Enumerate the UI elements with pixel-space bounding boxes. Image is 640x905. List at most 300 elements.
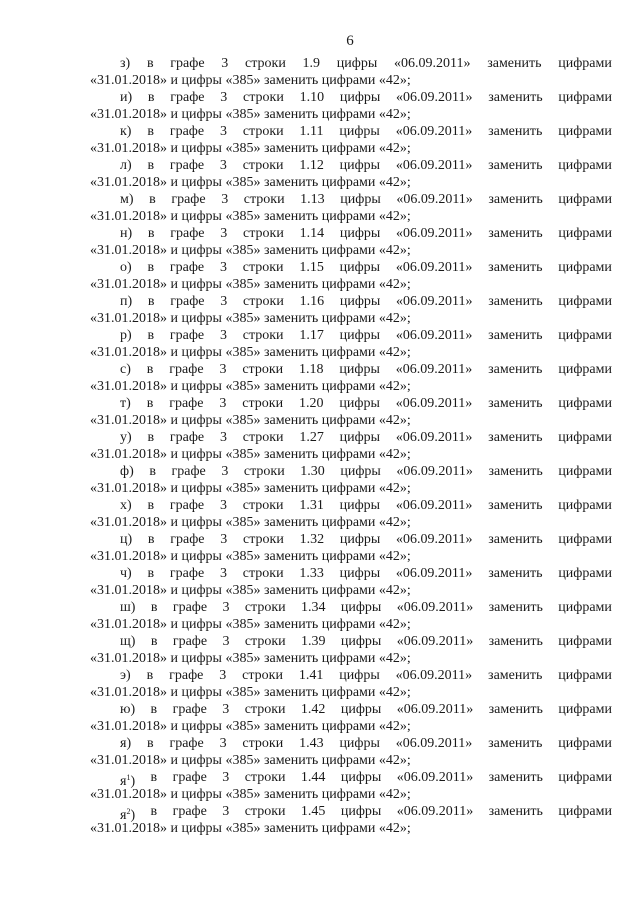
word-column: графе [169,736,204,751]
word-replace: заменить [488,226,543,241]
word-digits: цифры [340,192,381,207]
item-second-line: «31.01.2018» и цифры «385» заменить цифрами «42»; [90,243,411,258]
row-number: 1.15 [299,260,324,275]
column-number: 3 [219,362,227,377]
word-digits: цифры [340,634,382,649]
word-in: в [146,362,154,377]
column-number: 3 [220,532,228,547]
item-paren: ) [130,774,136,789]
word-digits: цифры [339,668,380,683]
item-second-line: «31.01.2018» и цифры «385» заменить цифрами «42»; [90,515,411,530]
word-replace: заменить [488,532,543,547]
item-second-line: «31.01.2018» и цифры «385» заменить цифрами «42»; [90,345,411,360]
word-digits: цифры [339,124,380,139]
word-in: в [147,90,155,105]
column-number: 3 [219,158,227,173]
list-item [0,565,640,599]
word-column: графе [169,260,205,275]
word-digits: цифры [339,396,380,411]
item-first-line [120,599,612,616]
row-number: 1.17 [299,328,324,343]
word-column: графе [169,498,205,513]
word-replace: заменить [488,668,543,683]
word-replace: заменить [488,702,543,717]
word-column: графе [172,804,207,819]
word-row: строки [242,396,284,411]
item-second-line: «31.01.2018» и цифры «385» заменить цифрами «42»; [90,413,411,428]
list-item [0,225,640,259]
row-number: 1.14 [299,226,325,241]
column-number: 3 [220,226,228,241]
item-second-line: «31.01.2018» и цифры «385» заменить цифрами «42»; [90,141,411,156]
word-with-digits: цифрами [558,498,612,513]
item-first-line [120,769,612,789]
word-digits: цифры [339,328,381,343]
word-digits: цифры [340,600,382,615]
word-row: строки [242,566,284,581]
word-column: графе [171,464,206,479]
word-with-digits: цифрами [558,90,612,105]
word-column: графе [171,192,206,207]
item-letter: я) [120,736,132,751]
item-first-line [120,803,612,823]
list-item [0,803,640,837]
word-with-digits: цифрами [558,56,612,71]
word-digits: цифры [339,90,381,105]
old-date: «06.09.2011» [393,56,471,71]
word-in: в [147,532,155,547]
item-second-line: «31.01.2018» и цифры «385» заменить цифрами «42»; [90,821,411,836]
row-number: 1.45 [300,804,326,819]
item-first-line [120,565,612,582]
word-replace: заменить [488,804,543,819]
row-number: 1.11 [299,124,324,139]
item-first-line [120,55,612,72]
item-marker [120,565,132,582]
word-row: строки [243,464,285,479]
old-date: «06.09.2011» [395,396,473,411]
old-date: «06.09.2011» [395,430,473,445]
word-column: графе [169,124,205,139]
word-replace: заменить [488,124,543,139]
word-column: графе [170,532,205,547]
word-column: графе [172,634,208,649]
word-replace: заменить [488,260,543,275]
list-item [0,327,640,361]
column-number: 3 [220,90,228,105]
item-superscript: 2 [126,807,131,816]
word-replace: заменить [488,600,543,615]
word-row: строки [244,702,286,717]
word-with-digits: цифрами [558,464,612,479]
word-digits: цифры [339,158,381,173]
item-paren: ) [130,808,136,823]
row-number: 1.39 [301,634,326,649]
word-row: строки [242,362,284,377]
word-with-digits: цифрами [558,566,612,581]
old-date: «06.09.2011» [396,226,473,241]
item-second-line: «31.01.2018» и цифры «385» заменить цифрами «42»; [90,685,411,700]
page-number: 6 [346,33,354,49]
item-first-line [120,531,612,548]
word-replace: заменить [488,362,543,377]
word-with-digits: цифрами [558,192,612,207]
item-marker [120,191,134,208]
item-letter: ю) [120,702,136,717]
word-column: графе [170,294,205,309]
word-with-digits: цифрами [558,260,612,275]
item-letter: ц) [120,532,133,547]
item-second-line: «31.01.2018» и цифры «385» заменить цифрами «42»; [90,787,411,802]
word-in: в [149,464,156,479]
word-column: графе [169,362,204,377]
row-number: 1.44 [300,770,326,785]
word-replace: заменить [488,498,543,513]
item-letter: л) [120,158,132,173]
word-replace: заменить [488,464,543,479]
word-in: в [150,804,158,819]
item-letter: к) [120,124,132,139]
word-digits: цифры [339,260,381,275]
word-digits: цифры [339,736,380,751]
word-with-digits: цифрами [558,226,612,241]
word-row: строки [242,668,283,683]
old-date: «06.09.2011» [395,668,473,683]
row-number: 1.30 [300,464,325,479]
list-item [0,701,640,735]
word-column: графе [169,158,205,173]
word-in: в [146,736,154,751]
word-replace: заменить [488,396,543,411]
list-item [0,599,640,633]
word-column: графе [169,396,204,411]
column-number: 3 [221,192,229,207]
row-number: 1.31 [299,498,324,513]
row-number: 1.34 [301,600,326,615]
word-with-digits: цифрами [558,600,612,615]
item-second-line: «31.01.2018» и цифры «385» заменить цифрами «42»; [90,73,411,88]
list-item [0,89,640,123]
item-marker [120,89,132,106]
list-item [0,259,640,293]
word-column: графе [169,668,204,683]
item-second-line: «31.01.2018» и цифры «385» заменить цифрами «42»; [90,753,411,768]
word-digits: цифры [336,56,378,71]
word-with-digits: цифрами [558,430,612,445]
item-second-line: «31.01.2018» и цифры «385» заменить цифрами «42»; [90,549,411,564]
word-in: в [147,226,155,241]
item-letter: н) [120,226,133,241]
item-letter: и) [120,90,133,105]
item-first-line [120,701,612,718]
word-row: строки [242,328,284,343]
item-marker [120,123,131,140]
item-marker [120,157,132,174]
item-second-line: «31.01.2018» и цифры «385» заменить цифрами «42»; [90,175,411,190]
word-with-digits: цифрами [558,770,612,785]
word-row: строки [242,430,284,445]
item-first-line [120,395,612,412]
word-digits: цифры [340,464,381,479]
word-digits: цифры [340,702,382,717]
list-item [0,395,640,429]
old-date: «06.09.2011» [395,566,473,581]
word-in: в [150,634,158,649]
list-item [0,191,640,225]
word-in: в [147,158,155,173]
item-letter: ш) [120,600,136,615]
word-row: строки [243,226,284,241]
word-in: в [147,294,155,309]
column-number: 3 [219,396,227,411]
list-item [0,55,640,89]
item-letter: ф) [120,464,134,479]
old-date: «06.09.2011» [395,736,473,751]
old-date: «06.09.2011» [395,158,473,173]
word-row: строки [245,56,286,71]
column-number: 3 [222,600,230,615]
old-date: «06.09.2011» [396,192,473,207]
item-first-line [120,429,612,446]
column-number: 3 [219,566,227,581]
item-marker [120,327,132,344]
row-number: 1.12 [299,158,324,173]
word-replace: заменить [488,328,543,343]
item-letter: ч) [120,566,132,581]
word-in: в [150,600,158,615]
list-item [0,667,640,701]
old-date: «06.09.2011» [396,804,474,819]
old-date: «06.09.2011» [395,328,473,343]
word-row: строки [243,532,284,547]
old-date: «06.09.2011» [395,498,473,513]
word-in: в [147,328,155,343]
row-number: 1.16 [299,294,325,309]
word-replace: заменить [488,566,543,581]
word-with-digits: цифрами [558,124,612,139]
word-column: графе [172,770,207,785]
old-date: «06.09.2011» [396,634,474,649]
word-replace: заменить [488,294,543,309]
item-marker [120,667,131,684]
list-item [0,769,640,803]
word-with-digits: цифрами [558,532,612,547]
item-second-line: «31.01.2018» и цифры «385» заменить цифрами «42»; [90,379,411,394]
item-letter: з) [120,56,131,71]
item-first-line [120,361,612,378]
item-second-line: «31.01.2018» и цифры «385» заменить цифрами «42»; [90,481,411,496]
word-column: графе [172,600,208,615]
item-letter: щ) [120,634,136,649]
item-letter: т) [120,396,131,411]
word-digits: цифры [340,804,382,819]
word-replace: заменить [488,736,543,751]
list-item [0,463,640,497]
column-number: 3 [219,668,227,683]
column-number: 3 [219,736,227,751]
old-date: «06.09.2011» [396,702,474,717]
word-row: строки [242,498,284,513]
amendment-list [0,55,640,837]
item-letter: х) [120,498,132,513]
old-date: «06.09.2011» [396,600,474,615]
item-marker [120,225,132,242]
row-number: 1.33 [299,566,324,581]
row-number: 1.27 [299,430,324,445]
word-row: строки [242,124,284,139]
item-first-line [120,225,612,242]
item-letter: я [120,808,127,823]
row-number: 1.18 [299,362,324,377]
old-date: «06.09.2011» [395,260,473,275]
item-letter: с) [120,362,131,377]
column-number: 3 [219,498,227,513]
word-digits: цифры [339,430,381,445]
word-in: в [146,396,154,411]
word-replace: заменить [488,90,543,105]
list-item [0,497,640,531]
item-marker [120,803,136,823]
item-marker [120,463,134,480]
item-second-line: «31.01.2018» и цифры «385» заменить цифрами «42»; [90,209,411,224]
word-column: графе [169,328,205,343]
item-first-line [120,191,612,208]
word-column: графе [172,702,207,717]
item-marker [120,769,136,789]
row-number: 1.10 [299,90,325,105]
item-marker [120,361,131,378]
item-first-line [120,123,612,140]
word-digits: цифры [340,770,382,785]
item-marker [120,429,132,446]
word-digits: цифры [339,498,381,513]
word-row: строки [244,770,286,785]
item-marker [120,633,135,650]
old-date: «06.09.2011» [396,464,473,479]
column-number: 3 [219,124,227,139]
column-number: 3 [222,804,230,819]
item-marker [120,55,130,72]
row-number: 1.41 [298,668,324,683]
column-number: 3 [220,294,228,309]
item-marker [120,395,131,412]
item-first-line [120,293,612,310]
item-second-line: «31.01.2018» и цифры «385» заменить цифрами «42»; [90,277,411,292]
item-marker [120,293,132,310]
word-in: в [147,430,155,445]
word-in: в [150,702,158,717]
word-in: в [147,566,155,581]
row-number: 1.32 [299,532,325,547]
item-second-line: «31.01.2018» и цифры «385» заменить цифрами «42»; [90,719,411,734]
item-first-line [120,667,612,684]
item-first-line [120,633,612,650]
word-replace: заменить [488,634,543,649]
word-in: в [147,498,155,513]
item-second-line: «31.01.2018» и цифры «385» заменить цифрами «42»; [90,583,411,598]
item-marker [120,497,132,514]
item-second-line: «31.01.2018» и цифры «385» заменить цифрами «42»; [90,107,411,122]
item-first-line [120,735,612,752]
word-in: в [150,770,158,785]
word-row: строки [244,600,286,615]
word-in: в [146,668,154,683]
item-second-line: «31.01.2018» и цифры «385» заменить цифрами «42»; [90,311,411,326]
word-with-digits: цифрами [558,668,612,683]
word-replace: заменить [487,56,542,71]
item-superscript: 1 [126,773,131,782]
old-date: «06.09.2011» [396,294,473,309]
word-row: строки [242,260,284,275]
word-with-digits: цифрами [558,328,612,343]
column-number: 3 [222,634,230,649]
item-letter: э) [120,668,131,683]
row-number: 1.9 [302,56,321,71]
word-row: строки [244,634,286,649]
item-marker [120,701,135,718]
word-replace: заменить [488,430,543,445]
word-replace: заменить [488,192,543,207]
column-number: 3 [222,702,230,717]
word-with-digits: цифрами [558,158,612,173]
column-number: 3 [219,260,227,275]
word-row: строки [243,192,285,207]
word-digits: цифры [339,566,381,581]
item-letter: я [120,774,127,789]
list-item [0,633,640,667]
item-letter: о) [120,260,132,275]
column-number: 3 [221,464,229,479]
old-date: «06.09.2011» [395,362,473,377]
word-replace: заменить [488,770,543,785]
word-row: строки [243,90,284,105]
item-marker [120,531,132,548]
word-row: строки [244,804,286,819]
list-item [0,123,640,157]
list-item [0,429,640,463]
old-date: «06.09.2011» [395,124,473,139]
word-with-digits: цифрами [558,736,612,751]
column-number: 3 [219,430,227,445]
word-with-digits: цифрами [558,702,612,717]
list-item [0,735,640,769]
word-digits: цифры [339,294,381,309]
word-row: строки [242,158,284,173]
word-in: в [149,192,156,207]
item-first-line [120,497,612,514]
row-number: 1.20 [298,396,324,411]
word-in: в [146,56,154,71]
word-with-digits: цифрами [558,804,612,819]
item-first-line [120,259,612,276]
word-with-digits: цифрами [558,294,612,309]
item-marker [120,735,131,752]
word-column: графе [169,430,205,445]
item-marker [120,599,135,616]
word-with-digits: цифрами [558,396,612,411]
item-letter: у) [120,430,132,445]
item-first-line [120,327,612,344]
word-with-digits: цифрами [558,362,612,377]
item-marker [120,259,132,276]
item-first-line [120,157,612,174]
word-replace: заменить [488,158,543,173]
item-first-line [120,463,612,480]
word-digits: цифры [339,226,381,241]
old-date: «06.09.2011» [396,770,474,785]
item-first-line [120,89,612,106]
item-letter: р) [120,328,132,343]
